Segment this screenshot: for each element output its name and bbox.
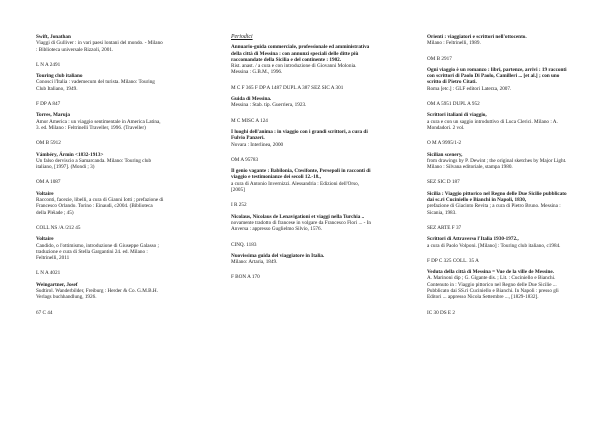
entry-title: Annuario-guida commerciale, professionale ed amministrativa della città di Messina : con annunzi speciali delle ditte più raccomandate della Sicilia e del continente : 1902. [231, 44, 370, 63]
entry-body: Milano : Feltrinelli, 1989. [427, 40, 481, 47]
entry-collocation: COLL NS /A /212 45 [36, 224, 81, 231]
entry-title: Scrittori italiani di viaggio, [427, 112, 487, 119]
entry-body: Conosci l'Italia : vademecum del turista. Milano: Touring Club Italiano, 1949. [36, 79, 155, 92]
entry-body: a cura e con un saggio introduttivo di Luca Clerici. Milano : A. Mondadori. 2 vol. [427, 118, 558, 131]
entry-collocation: L N A 2491 [36, 61, 61, 68]
entry-collocation: M C F 365 F DP A 1487 DUPL A 387 SEZ SIC A 301 [231, 84, 344, 91]
entry-title: Sicilian scenery, [427, 151, 463, 158]
entry [36, 191, 164, 231]
entry-title: Ogni viaggio è un romanzo : libri, partenze, arrivi : 19 racconti con scrittori di Paolo Di Paolo, Camilleri ... [et al.] ; con uno scritto di Pietro Citati. [427, 66, 567, 86]
entry-collocation: F BON A 170 [231, 274, 260, 281]
entry [427, 34, 567, 62]
entry-collocation: SEZ SIC D 187 [427, 179, 460, 186]
entry-collocation: OM A 1087 [36, 179, 61, 186]
entry-collocation: F DP C 325 COLL. 35 A [427, 257, 479, 264]
entry-collocation: 67 C 44 [36, 309, 53, 316]
entry-collocation: OM B 2917 [427, 55, 452, 62]
entry-body: a cura di Antonio Invernizzi. Alessandria : Edizioni dell'Orso, [2005] [231, 180, 359, 194]
entry-body: Un falso derviscio a Samarcanda. Milano: Touring club italiano, [1997]. (Mondi ; 3) [36, 157, 152, 171]
entry-body: Roma [etc.] : GLF editori Laterza, 2007. [427, 85, 512, 92]
entry-body: Viaggi di Gulliver : in vari paesi lontani del mondo. - Milano : Biblioteca universale Rizzoli, 2001. [36, 40, 163, 53]
entry-collocation: I R 252 [231, 202, 247, 209]
entry [231, 168, 374, 208]
entry-title: Veduta della città di Messina = Vue de la ville de Messine. [427, 269, 554, 276]
entry-title: Touring club italiano [36, 73, 83, 80]
entry-body: Racconti, facezie, libelli, a cura di Gianni Iotti ; prefazione di Francesco Orlando. Torino : Einaudi, c2004. (Biblioteca della Pléiade ; 45) [36, 197, 164, 216]
entry-body: from drawings by P. Dewint ; the original sketches by Major Light. Milano : Silvana editoriale, stampa 1980. [427, 157, 567, 171]
column-1 [36, 34, 164, 321]
entry-collocation: OM A 5951 DUPL A 952 [427, 101, 480, 108]
entry [427, 269, 567, 316]
entry [231, 253, 374, 281]
entry-body: Novara : Interlinea, 2000 [231, 141, 284, 148]
entry-title: Voltaire [36, 190, 54, 197]
entry [231, 129, 374, 163]
entry [427, 191, 567, 231]
entry-title: Orienti : viaggiatori e scrittori nell'ottocento. [427, 34, 527, 40]
entry-title: Nuovissima guida del viaggiatore in Italia. [231, 252, 325, 259]
entry-title: Swift, Jonathan [36, 34, 71, 40]
entry-title: Nicolaus, Nicolaus de Lenavigationi et viaggi nella Turchia .. [231, 213, 365, 220]
entry-collocation: O M A 9995/1-2 [427, 140, 462, 147]
entry-body: prefazione di Giacinto Revita ; a cura di Pietro Bruno. Messina : Sicania, 1983. [427, 203, 561, 216]
entry [231, 96, 374, 124]
entry [427, 67, 567, 107]
entry-collocation: CINQ. 1183 [231, 241, 257, 248]
entry-body: A. Marinoni dip ; G. Gigante dis. ; Lit. : Cuciniello e Bianchi. Contenuto in : Viaggio pittorico nel Regno delle Due Sicilie ... Pubblicato dai SS.ri Cuciniello e Bianchi. In Napoli : presso gli Editori ... appresso Nicola Settembre ..., [1829-1832]. [427, 275, 559, 301]
entry [36, 34, 164, 68]
entry-body: Messina : Stab. tip. Guerriera, 1923. [231, 102, 307, 109]
entry-title: Weingartner, Josef [36, 281, 78, 288]
entry-body: Candido, o l'ottimismo, introduzione di Giuseppe Galasso ; traduzione e cura di Stella Gargantini 24. ed. Milano : Feltrinelli, 2011 [36, 242, 159, 262]
entry-collocation: IC 30 DS E 2 [427, 309, 455, 316]
entry-body: Amor America : un viaggio sentimentale in America Latina, 3. ed. Milano : Feltrinelli Traveller, 1996. (Traveller) [36, 118, 161, 131]
column-3 [427, 34, 567, 321]
entry-collocation: OM A 95783 [231, 156, 259, 163]
entry-title: Voltaire [36, 236, 54, 243]
entry-collocation: F DP A 847 [36, 101, 61, 108]
entry [36, 73, 164, 107]
entry [231, 44, 374, 91]
entry-body: Rist. anast. / a cura e con introduzione di Giovanni Molonia. Messina : G.B.M., 1996. [231, 63, 357, 76]
entry-title: I luoghi dell'anima : in viaggio con i grandi scrittori, a cura di Fulvio Panzeri. [231, 128, 368, 142]
entry [36, 152, 164, 186]
entry [36, 282, 164, 316]
entry-title: Scrittori di Attraverso l'Italia 1930-1972., [427, 236, 519, 243]
entry-title: Guida di Messina. [231, 96, 272, 103]
entry-title: Il genio vagante : Babilonia, Ctesifonte, Persepoli in racconti di viaggio e testimonianze dei secoli 12.-18., [231, 168, 371, 181]
entry-body: a cura di Paolo Volponi. [Milano] : Touring club italiano, c1984. [427, 242, 561, 249]
entry [427, 236, 567, 264]
entry [231, 214, 374, 248]
entry-body: novamente tradotto di francese in volgare da Francesco Flori ... - In Anversa : appresso Guglielmo Silvio, 1576. [231, 219, 372, 233]
entry [36, 112, 164, 146]
entry-body: Milano: Artaria, 1849. [231, 259, 278, 266]
section-heading: Periodici [231, 34, 253, 40]
column-2 [231, 34, 374, 286]
entry [427, 152, 567, 186]
entry-body: Sudtirol. Wanderbilder, Freiburg : Herder & Co. G.M.B.H. Verlags buchhandlung, 1926. [36, 288, 158, 301]
entry-title: Sicilia : Viaggio pittorico nel Regno delle Due Sicilie pubblicato dai sc.ri Cuciniello e Bianchi in Napoli, 1830, [427, 190, 567, 204]
entry [427, 112, 567, 146]
entry-collocation: M C MISC A 124 [231, 117, 268, 124]
entry-title: Vámbéry, Ármin <1832-1913> [36, 151, 104, 158]
entry-collocation: SEZ ARTE F 37 [427, 224, 462, 231]
entry [36, 236, 164, 276]
entry-collocation: L N A 4021 [36, 270, 61, 277]
entry-title: Torres, Maruja [36, 112, 71, 119]
entry-collocation: OM B 5912 [36, 140, 61, 147]
